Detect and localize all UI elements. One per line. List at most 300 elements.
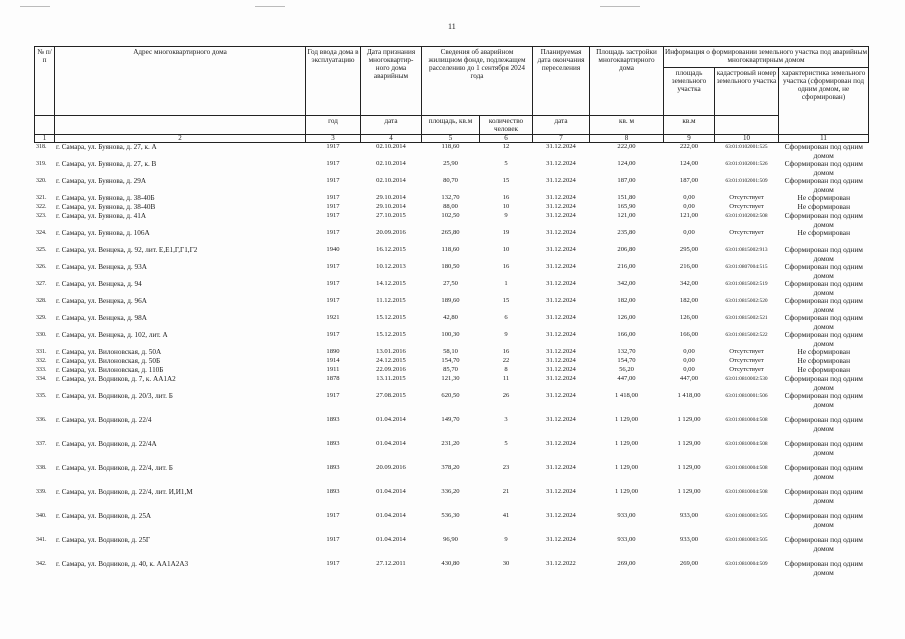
land-status-cell: Не сформирован [797,228,851,237]
column-number: 9 [664,135,715,143]
land-status-cell: Сформирован под одним домом [784,211,863,229]
header-unit-area: площадь, кв.м [422,116,480,135]
planned-date-cell: 31.12.2024 [546,314,576,321]
column-number: 1 [35,135,55,143]
column-number: 4 [361,135,422,143]
year-cell: 1917 [326,392,340,399]
people-count-cell: 15 [502,297,510,304]
planned-date-cell: 31.12.2024 [546,366,576,373]
cadastral-number-cell: 63:01:0810003:505 [725,537,768,543]
land-area-cell: 1 129,00 [677,488,701,495]
cadastral-number-cell: 63:01:0810001:506 [725,393,768,399]
address-cell: г. Самара, ул. Водников, д. 22/4, лит. Б [56,464,173,472]
row-number: 339. [36,489,47,495]
land-status-cell: Сформирован под одним домом [784,559,863,577]
built-area-cell: 154,70 [617,357,636,364]
planned-date-cell: 31.12.2024 [546,512,576,519]
cadastral-number-cell: 63:01:0815002:521 [725,315,768,321]
area-cell: 121,30 [441,375,460,382]
planned-date-cell: 31.12.2024 [546,357,576,364]
built-area-cell: 1 129,00 [614,416,639,423]
built-area-cell: 121,00 [617,212,636,219]
row-number: 324. [36,230,47,236]
address-cell: г. Самара, ул. Венцека, д. 94 [56,280,142,288]
address-cell: г. Самара, ул. Буянова, д. 29А [56,177,147,185]
recognition-date-cell: 27.12.2011 [376,560,406,567]
header-address: Адрес многоквартирного дома [55,47,306,116]
row-number: 319. [36,161,47,167]
year-cell: 1917 [326,560,340,567]
header-recognized: Дата признания многоквартир-ного дома аварийным [361,47,422,116]
address-cell: г. Самара, ул. Венцека, д. 98А [56,314,147,322]
land-status-cell: Сформирован под одним домом [784,279,863,297]
header-unit-year: год [306,116,361,135]
land-status-cell: Сформирован под одним домом [784,391,863,409]
table-row [35,280,869,297]
address-cell: г. Самара, ул. Венцека, д. 102, лит. А [56,331,168,339]
cadastral-number-cell: 63:01:0102002:508 [725,213,768,219]
address-cell: г. Самара, ул. Вилоновская, д. 50А [56,348,162,356]
land-area-cell: 1 129,00 [677,416,701,423]
land-status-cell: Сформирован под одним домом [784,159,863,177]
built-area-cell: 56,20 [619,366,634,373]
table-row [35,366,869,375]
year-cell: 1893 [326,440,340,447]
land-status-cell: Сформирован под одним домом [784,439,863,457]
recognition-date-cell: 15.12.2015 [376,331,406,338]
land-status-cell: Не сформирован [797,347,851,356]
emergency-housing-table [34,46,869,584]
cadastral-number-cell: Отсутствует [729,357,764,364]
people-count-cell: 16 [502,348,510,355]
year-cell: 1878 [326,375,340,382]
land-area-cell: 187,00 [679,177,699,184]
address-cell: г. Самара, ул. Водников, д. 20/3, лит. Б [56,392,173,400]
land-status-cell: Сформирован под одним домом [784,487,863,505]
header-unit-empty [35,116,55,135]
land-area-cell: 447,00 [679,375,699,382]
area-cell: 265,80 [441,229,460,236]
year-cell: 1917 [326,203,340,210]
recognition-date-cell: 02.10.2014 [376,143,406,150]
recognition-date-cell: 24.12.2015 [376,357,406,364]
header-unit-empty [55,116,306,135]
people-count-cell: 22 [502,357,510,364]
area-cell: 189,60 [441,297,460,304]
cadastral-number-cell: 63:01:0102001:525 [725,144,768,150]
built-area-cell: 1 418,00 [614,392,639,399]
year-cell: 1917 [326,194,340,201]
land-area-cell: 216,00 [679,263,699,270]
address-cell: г. Самара, ул. Буянова, д. 41А [56,212,147,220]
cadastral-number-cell: 63:01:0810003:505 [725,513,768,519]
header-unit-date: дата [361,116,422,135]
row-number: 321. [36,195,47,201]
built-area-cell: 187,00 [617,177,636,184]
people-count-cell: 10 [502,203,510,210]
recognition-date-cell: 14.12.2015 [376,280,406,287]
people-count-cell: 30 [502,560,510,567]
cadastral-number-cell: 63:01:0102001:526 [725,161,768,167]
table-row [35,177,869,194]
column-number: 6 [480,135,533,143]
scan-artifact-line [255,6,285,7]
cadastral-number-cell: 63:01:0810004:508 [725,465,768,471]
header-num: № п/п [35,47,55,116]
address-cell: г. Самара, ул. Водников, д. 7, к. АА1А2 [56,375,176,383]
column-number: 2 [55,135,306,143]
address-cell: г. Самара, ул. Буянова, д. 38-40В [56,203,156,211]
row-number: 331. [36,349,47,355]
table-row [35,246,869,263]
recognition-date-cell: 11.12.2015 [376,297,406,304]
land-area-cell: 1 418,00 [677,392,701,399]
built-area-cell: 447,00 [617,375,636,382]
row-number: 325. [36,247,47,253]
people-count-cell: 9 [504,331,508,338]
planned-date-cell: 31.12.2024 [546,194,576,201]
address-cell: г. Самара, ул. Водников, д. 22/4, лит. И,И1,М [56,488,193,496]
planned-date-cell: 31.12.2024 [546,177,576,184]
row-number: 340. [36,513,47,519]
table-row [35,194,869,203]
row-number: 334. [36,376,47,382]
people-count-cell: 11 [502,375,510,382]
built-area-cell: 933,00 [617,536,636,543]
people-count-cell: 10 [502,246,510,253]
year-cell: 1917 [326,512,340,519]
recognition-date-cell: 20.09.2016 [376,464,406,471]
area-cell: 27,50 [443,280,458,287]
table-row [35,331,869,348]
recognition-date-cell: 27.08.2015 [376,392,406,399]
built-area-cell: 132,70 [617,348,636,355]
cadastral-number-cell: 63:01:0810004:508 [725,441,768,447]
header-unit-sqm: кв. м [590,116,664,135]
area-cell: 149,70 [441,416,460,423]
people-count-cell: 21 [502,488,510,495]
planned-date-cell: 31.12.2024 [546,440,576,447]
cadastral-number-cell: Отсутствует [729,229,764,236]
land-status-cell: Не сформирован [797,193,851,202]
recognition-date-cell: 27.10.2015 [376,212,406,219]
land-status-cell: Сформирован под одним домом [784,176,863,194]
planned-date-cell: 31.12.2024 [546,348,576,355]
header-land-area: площадь земельного участка [664,68,715,116]
area-cell: 100,30 [441,331,460,338]
recognition-date-cell: 01.04.2014 [376,440,406,447]
land-area-cell: 166,00 [679,331,699,338]
built-area-cell: 222,00 [617,143,636,150]
built-area-cell: 1 129,00 [614,464,639,471]
row-number: 342. [36,561,47,567]
land-area-cell: 933,00 [679,536,699,543]
area-cell: 118,60 [441,246,460,253]
row-number: 337. [36,441,47,447]
cadastral-number-cell: Отсутствует [729,348,764,355]
header-cadastral: кадастровый номер земельного участка [715,68,779,116]
land-area-cell: 1 129,00 [677,440,701,447]
recognition-date-cell: 15.12.2015 [376,314,406,321]
table-row [35,464,869,488]
row-number: 336. [36,417,47,423]
scan-artifact-line [600,6,640,7]
year-cell: 1914 [326,357,340,364]
address-cell: г. Самара, ул. Вилоновская, д. 110Б [56,366,164,374]
year-cell: 1890 [326,348,340,355]
column-number: 7 [533,135,590,143]
recognition-date-cell: 13.01.2016 [376,348,406,355]
land-status-cell: Сформирован под одним домом [784,463,863,481]
people-count-cell: 16 [502,194,510,201]
area-cell: 80,70 [443,177,458,184]
column-number: 10 [715,135,779,143]
recognition-date-cell: 22.09.2016 [376,366,406,373]
column-number: 3 [306,135,361,143]
land-area-cell: 0,00 [683,194,695,201]
header-unit-people: количество человек [480,116,533,135]
table-row [35,297,869,314]
recognition-date-cell: 01.04.2014 [376,536,406,543]
land-area-cell: 0,00 [683,366,695,373]
built-area-cell: 206,80 [617,246,636,253]
land-status-cell: Не сформирован [797,356,851,365]
header-year: Год ввода дома в эксплуатацию [306,47,361,116]
row-number: 329. [36,315,47,321]
land-area-cell: 0,00 [683,229,695,236]
people-count-cell: 5 [504,440,508,447]
table-row [35,263,869,280]
table-row [35,536,869,560]
row-number: 320. [36,178,47,184]
table-row [35,392,869,416]
area-cell: 58,10 [443,348,458,355]
built-area-cell: 165,90 [617,203,636,210]
built-area-cell: 235,80 [617,229,636,236]
address-cell: г. Самара, ул. Венцека, д. 92, лит. Е,Е1,Г,Г1,Г2 [56,246,198,254]
table-row [35,160,869,177]
row-number: 326. [36,264,47,270]
header-fund: Сведения об аварийном жилищном фонде, подлежащем расселению до 1 сентября 2024 года [422,47,533,116]
year-cell: 1893 [326,488,340,495]
cadastral-number-cell: Отсутствует [729,203,764,210]
area-cell: 102,50 [441,212,460,219]
header-built-area: Площадь застройки многоквартирного дома [590,47,664,116]
recognition-date-cell: 29.10.2014 [376,194,406,201]
column-number: 5 [422,135,480,143]
planned-date-cell: 31.12.2024 [546,375,576,382]
year-cell: 1893 [326,416,340,423]
row-number: 322. [36,204,47,210]
people-count-cell: 3 [504,416,508,423]
header-characteristic: характеристика земельного участка (сформирован под одним домом, не сформирован) [779,68,869,135]
page-number: 11 [448,22,456,31]
row-number: 335. [36,393,47,399]
recognition-date-cell: 16.12.2015 [376,246,406,253]
land-area-cell: 182,00 [679,297,699,304]
year-cell: 1917 [326,212,340,219]
row-number: 327. [36,281,47,287]
land-area-cell: 342,00 [679,280,699,287]
planned-date-cell: 31.12.2024 [546,246,576,253]
land-status-cell: Сформирован под одним домом [784,245,863,263]
built-area-cell: 1 129,00 [614,440,639,447]
table-row [35,212,869,229]
area-cell: 430,80 [441,560,460,567]
address-cell: г. Самара, ул. Водников, д. 40, к. АА1А2А3 [56,560,189,568]
planned-date-cell: 31.12.2022 [546,560,576,567]
table-row [35,314,869,331]
land-status-cell: Сформирован под одним домом [784,415,863,433]
cadastral-number-cell: 63:01:0810004:509 [725,561,768,567]
recognition-date-cell: 02.10.2014 [376,160,406,167]
built-area-cell: 269,00 [617,560,636,567]
year-cell: 1917 [326,536,340,543]
cadastral-number-cell: Отсутствует [729,194,764,201]
land-area-cell: 124,00 [679,160,699,167]
built-area-cell: 166,00 [617,331,636,338]
planned-date-cell: 31.12.2024 [546,263,576,270]
table-row [35,440,869,464]
people-count-cell: 41 [502,512,510,519]
people-count-cell: 26 [502,392,510,399]
built-area-cell: 342,00 [617,280,636,287]
area-cell: 132,70 [441,194,460,201]
table-row [35,560,869,584]
address-cell: г. Самара, ул. Венцека, д. 93А [56,263,147,271]
column-number: 8 [590,135,664,143]
year-cell: 1917 [326,263,340,270]
recognition-date-cell: 02.10.2014 [376,177,406,184]
address-cell: г. Самара, ул. Буянова, д. 38-40Б [56,194,155,202]
land-area-cell: 0,00 [683,357,695,364]
year-cell: 1917 [326,280,340,287]
land-status-cell: Сформирован под одним домом [784,313,863,331]
land-area-cell: 126,00 [679,314,699,321]
row-number: 328. [36,298,47,304]
recognition-date-cell: 01.04.2014 [376,416,406,423]
cadastral-number-cell: 63:01:0815002:520 [725,298,768,304]
address-cell: г. Самара, ул. Вилоновская, д. 50Б [56,357,161,365]
year-cell: 1917 [326,160,340,167]
header-unit-date2: дата [533,116,590,135]
land-status-cell: Сформирован под одним домом [784,142,863,160]
planned-date-cell: 31.12.2024 [546,392,576,399]
area-cell: 180,50 [441,263,460,270]
land-area-cell: 269,00 [679,560,699,567]
area-cell: 231,20 [441,440,460,447]
area-cell: 154,70 [441,357,460,364]
land-area-cell: 121,00 [679,212,699,219]
cadastral-number-cell: 63:01:0807004:515 [725,264,768,270]
column-number: 11 [779,135,869,143]
planned-date-cell: 31.12.2024 [546,203,576,210]
people-count-cell: 23 [502,464,510,471]
row-number: 338. [36,465,47,471]
built-area-cell: 124,00 [617,160,636,167]
header-land-info: Информация о формировании земельного участка под аварийным многоквартирным домом [664,47,869,68]
planned-date-cell: 31.12.2024 [546,160,576,167]
planned-date-cell: 31.12.2024 [546,143,576,150]
land-area-cell: 0,00 [683,203,695,210]
people-count-cell: 8 [504,366,508,373]
cadastral-number-cell: 63:01:0810002:530 [725,376,768,382]
year-cell: 1893 [326,464,340,471]
year-cell: 1917 [326,331,340,338]
scan-artifact-line [20,6,50,7]
built-area-cell: 182,00 [617,297,636,304]
table-row [35,416,869,440]
row-number: 332. [36,358,47,364]
address-cell: г. Самара, ул. Буянова, д. 27, к. В [56,160,157,168]
address-cell: г. Самара, ул. Буянова, д. 106А [56,229,150,237]
land-area-cell: 1 129,00 [677,464,701,471]
planned-date-cell: 31.12.2024 [546,212,576,219]
table-row [35,375,869,392]
cadastral-number-cell: 63:01:0815002:913 [725,247,768,253]
planned-date-cell: 31.12.2024 [546,488,576,495]
land-status-cell: Сформирован под одним домом [784,296,863,314]
address-cell: г. Самара, ул. Водников, д. 22/4 [56,416,152,424]
cadastral-number-cell: 63:01:0815002:522 [725,332,768,338]
people-count-cell: 9 [504,212,508,219]
table-row [35,512,869,536]
table-row [35,488,869,512]
table-row [35,348,869,357]
planned-date-cell: 31.12.2024 [546,297,576,304]
row-number: 330. [36,332,47,338]
address-cell: г. Самара, ул. Водников, д. 25А [56,512,152,520]
header-planned: Планируемая дата окончания переселения [533,47,590,116]
land-status-cell: Сформирован под одним домом [784,330,863,348]
built-area-cell: 151,80 [617,194,636,201]
row-number: 333. [36,367,47,373]
header-unit-sqm2: кв.м [664,116,715,135]
address-cell: г. Самара, ул. Водников, д. 25Г [56,536,151,544]
recognition-date-cell: 13.11.2015 [376,375,406,382]
recognition-date-cell: 01.04.2014 [376,488,406,495]
year-cell: 1940 [326,246,340,253]
land-status-cell: Сформирован под одним домом [784,511,863,529]
recognition-date-cell: 10.12.2013 [376,263,406,270]
land-status-cell: Не сформирован [797,202,851,211]
built-area-cell: 126,00 [617,314,636,321]
year-cell: 1917 [326,143,340,150]
area-cell: 536,30 [441,512,460,519]
planned-date-cell: 31.12.2024 [546,416,576,423]
address-cell: г. Самара, ул. Водников, д. 22/4А [56,440,157,448]
land-status-cell: Сформирован под одним домом [784,374,863,392]
planned-date-cell: 31.12.2024 [546,536,576,543]
land-area-cell: 933,00 [679,512,699,519]
land-area-cell: 222,00 [679,143,699,150]
land-status-cell: Не сформирован [797,365,851,374]
area-cell: 25,90 [443,160,458,167]
land-area-cell: 295,00 [679,246,699,253]
area-cell: 118,60 [441,143,460,150]
people-count-cell: 6 [504,314,508,321]
table-row [35,203,869,212]
cadastral-number-cell: Отсутствует [729,366,764,373]
land-status-cell: Сформирован под одним домом [784,535,863,553]
address-cell: г. Самара, ул. Буянова, д. 27, к. А [56,143,157,151]
recognition-date-cell: 29.10.2014 [376,203,406,210]
table-row [35,357,869,366]
built-area-cell: 933,00 [617,512,636,519]
year-cell: 1921 [326,314,340,321]
built-area-cell: 216,00 [617,263,636,270]
row-number: 323. [36,213,47,219]
